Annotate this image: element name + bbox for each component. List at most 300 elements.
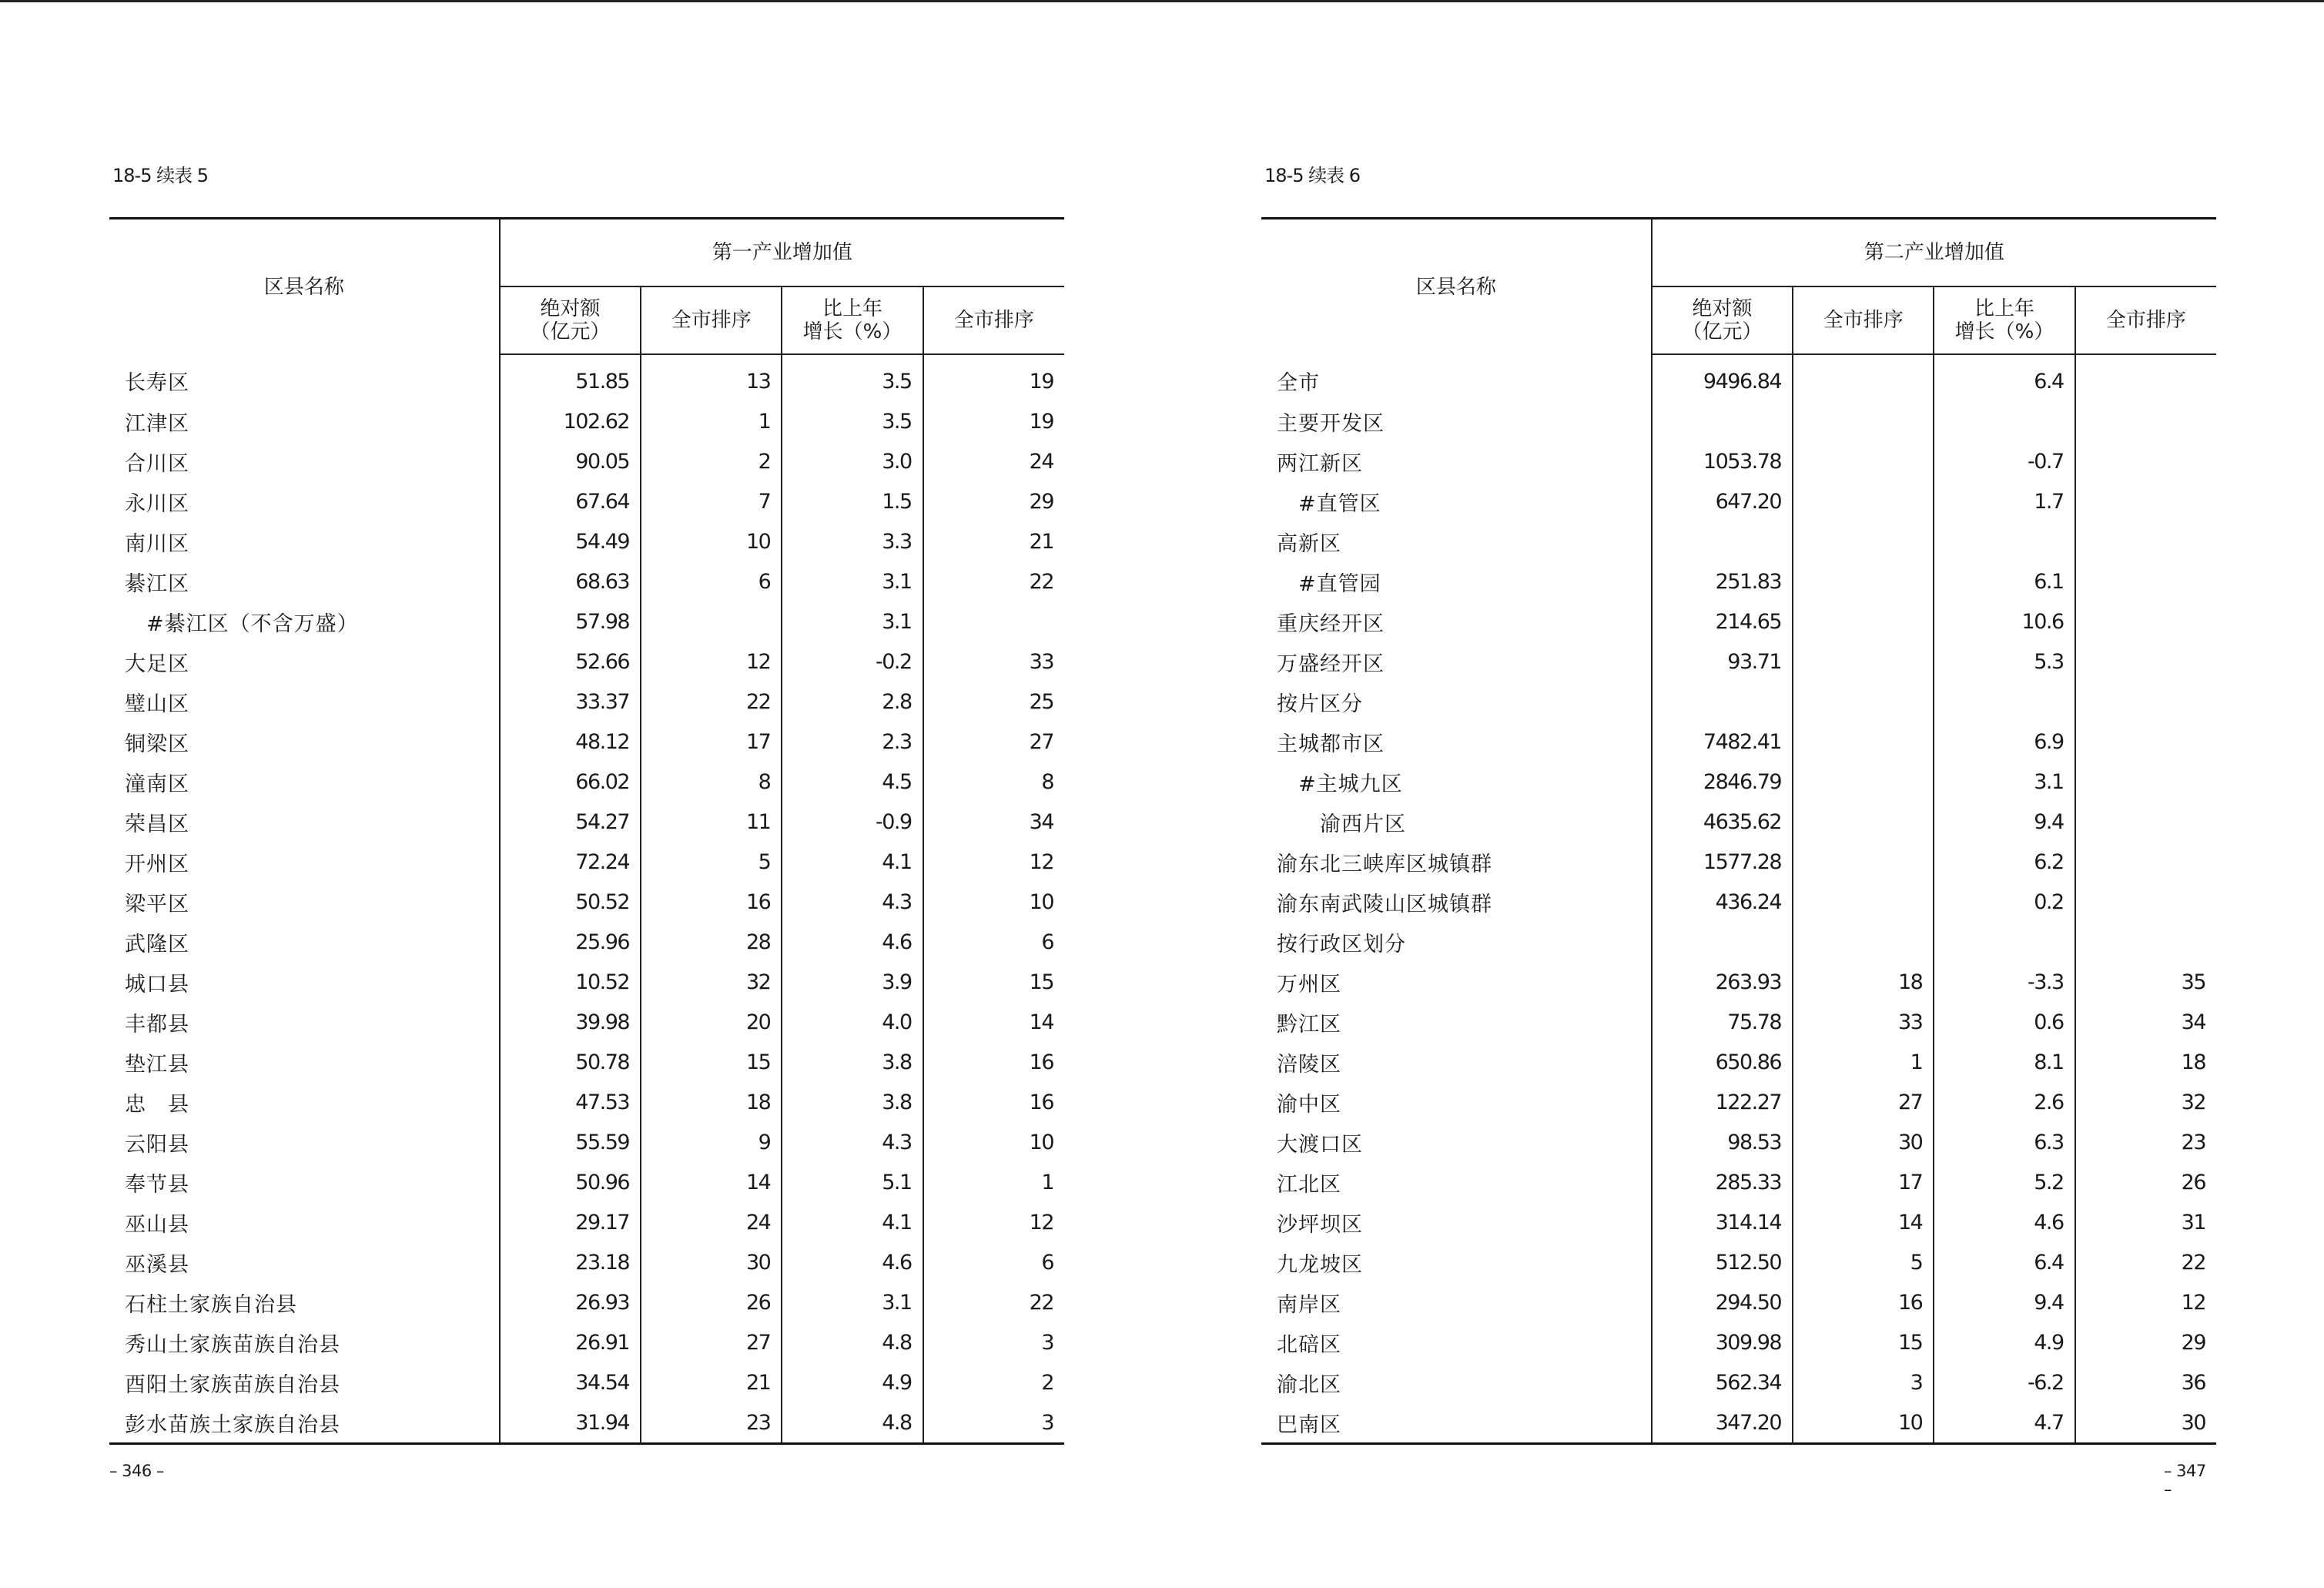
growth-header: 比上年 增长（%）: [1934, 286, 2075, 354]
value-cell: 29.17: [500, 1202, 641, 1242]
rank-cell: [1793, 642, 1934, 682]
rank-cell: [1793, 842, 1934, 882]
value-cell: [1652, 922, 1793, 962]
value-cell: 93.71: [1652, 642, 1793, 682]
growth-rank-cell: 3: [923, 1402, 1064, 1444]
rank-cell: 28: [641, 922, 782, 962]
growth-cell: 3.1: [782, 601, 923, 642]
growth-cell: 6.1: [1934, 561, 2075, 601]
growth-cell: 3.0: [782, 441, 923, 481]
district-name-cell: 城口县: [125, 972, 189, 997]
rank-cell: [1793, 481, 1934, 521]
district-name-cell: 全市: [1277, 371, 1320, 395]
growth-cell: 0.2: [1934, 882, 2075, 922]
value-cell: 98.53: [1652, 1122, 1793, 1162]
value-cell: 48.12: [500, 722, 641, 762]
growth-cell: 3.5: [782, 401, 923, 441]
table-row: [109, 521, 1064, 561]
district-name-cell: 江北区: [1277, 1172, 1341, 1197]
growth-rank-cell: 10: [923, 1122, 1064, 1162]
rank-cell: [1793, 762, 1934, 802]
rank-cell: 30: [1793, 1122, 1934, 1162]
rank-cell: 8: [641, 762, 782, 802]
district-name-cell: 梁平区: [125, 892, 189, 916]
growth-rank-cell: 16: [923, 1042, 1064, 1082]
rank-cell: 22: [641, 682, 782, 722]
growth-rank-cell: 24: [923, 441, 1064, 481]
value-cell: 7482.41: [1652, 722, 1793, 762]
growth-cell: -3.3: [1934, 962, 2075, 1002]
absolute-value-header: 绝对额 （亿元）: [500, 286, 641, 354]
table-row: [1261, 441, 2216, 481]
growth-cell: [1934, 682, 2075, 722]
rank-cell: 5: [641, 842, 782, 882]
value-cell: 39.98: [500, 1002, 641, 1042]
growth-rank-cell: 22: [2075, 1242, 2216, 1282]
growth-cell: 6.3: [1934, 1122, 2075, 1162]
growth-cell: 2.3: [782, 722, 923, 762]
growth-rank-cell: 18: [2075, 1042, 2216, 1082]
growth-cell: 5.1: [782, 1162, 923, 1202]
growth-cell: 4.6: [1934, 1202, 2075, 1242]
value-cell: 314.14: [1652, 1202, 1793, 1242]
district-name-header: 区县名称: [1261, 219, 1652, 355]
value-cell: 23.18: [500, 1242, 641, 1282]
district-name-cell: 渝中区: [1277, 1092, 1341, 1117]
value-cell: 294.50: [1652, 1282, 1793, 1322]
growth-cell: [1934, 401, 2075, 441]
growth-rank-cell: [2075, 481, 2216, 521]
primary-industry-table: [109, 217, 1064, 1445]
value-cell: 26.91: [500, 1322, 641, 1362]
growth-rank-cell: 34: [2075, 1002, 2216, 1042]
table-row: [109, 441, 1064, 481]
table-row: [109, 1042, 1064, 1082]
growth-rank-cell: 16: [923, 1082, 1064, 1122]
growth-rank-cell: 12: [2075, 1282, 2216, 1322]
rank-cell: 5: [1793, 1242, 1934, 1282]
growth-cell: 5.2: [1934, 1162, 2075, 1202]
table-row: [1261, 561, 2216, 601]
growth-cell: 4.5: [782, 762, 923, 802]
rank-cell: [1793, 401, 1934, 441]
rank-cell: 6: [641, 561, 782, 601]
table-row: [109, 762, 1064, 802]
district-name-cell: 綦江区: [125, 571, 189, 596]
district-name-cell: 大足区: [125, 652, 189, 676]
table-row: [1261, 1242, 2216, 1282]
table-row: [1261, 1282, 2216, 1322]
district-name-cell: 渝西片区: [1277, 812, 1406, 836]
growth-rank-cell: 36: [2075, 1362, 2216, 1402]
value-cell: 650.86: [1652, 1042, 1793, 1082]
value-cell: 285.33: [1652, 1162, 1793, 1202]
rank-cell: 24: [641, 1202, 782, 1242]
growth-cell: 3.1: [782, 561, 923, 601]
rank-cell: 15: [641, 1042, 782, 1082]
growth-cell: 0.6: [1934, 1002, 2075, 1042]
table-row: [109, 1162, 1064, 1202]
growth-cell: 8.1: [1934, 1042, 2075, 1082]
growth-rank-cell: [2075, 842, 2216, 882]
district-name-cell: 石柱土家族自治县: [125, 1292, 297, 1317]
district-name-cell: 彭水苗族土家族自治县: [109, 1402, 500, 1444]
table-row: [1261, 1402, 2216, 1444]
table-row: [1261, 962, 2216, 1002]
growth-cell: 1.7: [1934, 481, 2075, 521]
rank-cell: [1793, 922, 1934, 962]
table-row: [109, 1242, 1064, 1282]
district-name-cell: 潼南区: [125, 772, 189, 796]
value-cell: 72.24: [500, 842, 641, 882]
value-cell: 54.27: [500, 802, 641, 842]
rank-cell: 14: [1793, 1202, 1934, 1242]
growth-rank-cell: [2075, 882, 2216, 922]
rank-cell: 7: [641, 481, 782, 521]
value-cell: 512.50: [1652, 1242, 1793, 1282]
district-name-cell: 重庆经开区: [1277, 611, 1385, 636]
growth-rank-cell: 31: [2075, 1202, 2216, 1242]
district-name-cell: 巴南区: [1261, 1402, 1652, 1444]
district-name-cell: 北碚区: [1277, 1332, 1341, 1357]
growth-cell: 4.8: [782, 1322, 923, 1362]
table-body: [1261, 354, 2216, 1444]
growth-cell: 2.6: [1934, 1082, 2075, 1122]
growth-cell: 4.7: [1934, 1402, 2075, 1444]
district-name-cell: 按行政区划分: [1277, 932, 1406, 956]
table-row: [109, 1202, 1064, 1242]
growth-cell: 4.3: [782, 1122, 923, 1162]
growth-cell: 1.5: [782, 481, 923, 521]
growth-rank-cell: 6: [923, 922, 1064, 962]
district-name-cell: 丰都县: [125, 1012, 189, 1037]
rank-cell: 30: [641, 1242, 782, 1282]
growth-cell: 3.1: [1934, 762, 2075, 802]
value-cell: 25.96: [500, 922, 641, 962]
growth-cell: 3.5: [782, 354, 923, 401]
growth-rank-cell: 26: [2075, 1162, 2216, 1202]
district-name-cell: #直管区: [1277, 491, 1381, 516]
rank-cell: [1793, 521, 1934, 561]
table-row: [1261, 1002, 2216, 1042]
table-row: [1261, 882, 2216, 922]
growth-cell: 6.4: [1934, 1242, 2075, 1282]
table-row: [1261, 722, 2216, 762]
value-cell: 52.66: [500, 642, 641, 682]
growth-rank-cell: 34: [923, 802, 1064, 842]
value-cell: 55.59: [500, 1122, 641, 1162]
district-name-cell: 巫山县: [125, 1212, 189, 1237]
district-name-cell: 荣昌区: [125, 812, 189, 836]
table-row: [109, 1362, 1064, 1402]
city-rank-header: 全市排序: [1793, 286, 1934, 354]
growth-cell: 3.1: [782, 1282, 923, 1322]
table-row: [109, 842, 1064, 882]
growth-rank-cell: [2075, 354, 2216, 401]
table-row: [109, 922, 1064, 962]
table-caption: 18-5 续表 6: [1264, 165, 1360, 186]
growth-cell: 4.8: [782, 1402, 923, 1444]
district-name-cell: 云阳县: [125, 1132, 189, 1157]
page-number: – 346 –: [109, 1462, 164, 1480]
value-cell: 1053.78: [1652, 441, 1793, 481]
growth-rank-cell: 29: [923, 481, 1064, 521]
rank-cell: 12: [641, 642, 782, 682]
growth-cell: 4.0: [782, 1002, 923, 1042]
group-header: 第一产业增加值: [500, 219, 1064, 287]
growth-cell: 4.6: [782, 922, 923, 962]
right-page: [1261, 0, 2216, 1588]
growth-rank-cell: 1: [923, 1162, 1064, 1202]
district-name-cell: 主要开发区: [1277, 411, 1385, 436]
growth-rank-cell: [2075, 722, 2216, 762]
value-cell: 1577.28: [1652, 842, 1793, 882]
secondary-industry-table: [1261, 217, 2216, 1445]
rank-cell: 1: [641, 401, 782, 441]
growth-rank-cell: [2075, 682, 2216, 722]
value-cell: 50.96: [500, 1162, 641, 1202]
growth-rank-cell: [2075, 401, 2216, 441]
value-cell: 309.98: [1652, 1322, 1793, 1362]
growth-cell: -0.7: [1934, 441, 2075, 481]
growth-rank-cell: [2075, 642, 2216, 682]
growth-rank-cell: [2075, 762, 2216, 802]
district-name-cell: 万州区: [1277, 972, 1341, 997]
table-body: [109, 354, 1064, 1444]
value-cell: 263.93: [1652, 962, 1793, 1002]
growth-rank-header: 全市排序: [2075, 286, 2216, 354]
district-name-cell: 按片区分: [1277, 692, 1363, 716]
district-name-cell: 永川区: [125, 491, 189, 516]
table-row: [1261, 682, 2216, 722]
value-cell: 34.54: [500, 1362, 641, 1402]
growth-rank-cell: 19: [923, 354, 1064, 401]
growth-cell: -0.9: [782, 802, 923, 842]
growth-rank-cell: 35: [2075, 962, 2216, 1002]
growth-rank-cell: [2075, 601, 2216, 642]
growth-cell: 6.9: [1934, 722, 2075, 762]
value-cell: 9496.84: [1652, 354, 1793, 401]
district-name-cell: 酉阳土家族苗族自治县: [125, 1372, 340, 1397]
value-cell: 57.98: [500, 601, 641, 642]
growth-rank-cell: 29: [2075, 1322, 2216, 1362]
table-row: [109, 722, 1064, 762]
table-row: [109, 1002, 1064, 1042]
growth-cell: [1934, 922, 2075, 962]
rank-cell: 27: [641, 1322, 782, 1362]
district-name-cell: 合川区: [125, 451, 189, 476]
growth-rank-cell: 12: [923, 842, 1064, 882]
district-name-cell: 渝北区: [1277, 1372, 1341, 1397]
district-name-cell: 铜梁区: [125, 732, 189, 756]
district-name-cell: #主城九区: [1277, 772, 1403, 796]
growth-rank-cell: 19: [923, 401, 1064, 441]
growth-rank-cell: 32: [2075, 1082, 2216, 1122]
growth-cell: 3.8: [782, 1082, 923, 1122]
district-name-cell: 渝东北三峡库区城镇群: [1277, 852, 1492, 876]
district-name-cell: 九龙坡区: [1277, 1252, 1363, 1277]
table-row: [109, 354, 1064, 401]
district-name-cell: 南川区: [125, 531, 189, 556]
growth-rank-cell: 3: [923, 1322, 1064, 1362]
value-cell: 26.93: [500, 1282, 641, 1322]
table-row: [109, 882, 1064, 922]
value-cell: 31.94: [500, 1402, 641, 1444]
value-cell: 436.24: [1652, 882, 1793, 922]
value-cell: 50.52: [500, 882, 641, 922]
growth-rank-cell: 27: [923, 722, 1064, 762]
district-name-cell: 大渡口区: [1277, 1132, 1363, 1157]
growth-cell: [1934, 521, 2075, 561]
table-row: [1261, 1162, 2216, 1202]
growth-cell: -6.2: [1934, 1362, 2075, 1402]
district-name-cell: 奉节县: [125, 1172, 189, 1197]
table-row: [1261, 601, 2216, 642]
rank-cell: 1: [1793, 1042, 1934, 1082]
rank-cell: 18: [1793, 962, 1934, 1002]
value-cell: 562.34: [1652, 1362, 1793, 1402]
district-name-cell: 涪陵区: [1277, 1052, 1341, 1077]
growth-rank-cell: 30: [2075, 1402, 2216, 1444]
rank-cell: [641, 601, 782, 642]
growth-rank-cell: 12: [923, 1202, 1064, 1242]
value-cell: 50.78: [500, 1042, 641, 1082]
district-name-cell: #綦江区（不含万盛）: [125, 611, 359, 636]
growth-cell: 3.3: [782, 521, 923, 561]
value-cell: 214.65: [1652, 601, 1793, 642]
growth-rank-cell: 6: [923, 1242, 1064, 1282]
table-row: [109, 1282, 1064, 1322]
district-name-cell: 垫江县: [125, 1052, 189, 1077]
table-row: [109, 682, 1064, 722]
rank-cell: 13: [641, 354, 782, 401]
rank-cell: 18: [641, 1082, 782, 1122]
rank-cell: 16: [641, 882, 782, 922]
growth-rank-cell: 8: [923, 762, 1064, 802]
growth-cell: 9.4: [1934, 1282, 2075, 1322]
growth-rank-cell: 33: [923, 642, 1064, 682]
growth-rank-cell: 25: [923, 682, 1064, 722]
growth-rank-cell: [2075, 521, 2216, 561]
growth-cell: 4.9: [782, 1362, 923, 1402]
rank-cell: [1793, 354, 1934, 401]
growth-rank-cell: [923, 601, 1064, 642]
district-name-cell: 璧山区: [125, 692, 189, 716]
growth-rank-cell: [2075, 561, 2216, 601]
table-row: [1261, 1362, 2216, 1402]
value-cell: 75.78: [1652, 1002, 1793, 1042]
rank-cell: 10: [641, 521, 782, 561]
value-cell: 54.49: [500, 521, 641, 561]
rank-cell: 33: [1793, 1002, 1934, 1042]
growth-cell: -0.2: [782, 642, 923, 682]
growth-rank-cell: 23: [2075, 1122, 2216, 1162]
district-name-cell: 忠 县: [125, 1092, 189, 1117]
growth-rank-cell: [2075, 441, 2216, 481]
table-row: [1261, 762, 2216, 802]
growth-rank-cell: 10: [923, 882, 1064, 922]
table-row: [1261, 1082, 2216, 1122]
table-row: [109, 601, 1064, 642]
value-cell: 47.53: [500, 1082, 641, 1122]
rank-cell: 20: [641, 1002, 782, 1042]
growth-rank-cell: [2075, 922, 2216, 962]
growth-cell: 3.8: [782, 1042, 923, 1082]
growth-cell: 4.1: [782, 842, 923, 882]
table-row: [1261, 401, 2216, 441]
value-cell: 10.52: [500, 962, 641, 1002]
growth-cell: 6.2: [1934, 842, 2075, 882]
growth-cell: 2.8: [782, 682, 923, 722]
district-name-cell: 沙坪坝区: [1277, 1212, 1363, 1237]
district-name-cell: 长寿区: [125, 371, 189, 395]
growth-cell: 4.9: [1934, 1322, 2075, 1362]
value-cell: 68.63: [500, 561, 641, 601]
growth-cell: 4.1: [782, 1202, 923, 1242]
rank-cell: 26: [641, 1282, 782, 1322]
value-cell: 67.64: [500, 481, 641, 521]
rank-cell: [1793, 561, 1934, 601]
table-row: [109, 401, 1064, 441]
district-name-cell: 高新区: [1277, 531, 1341, 556]
table-row: [1261, 802, 2216, 842]
table-row: [1261, 842, 2216, 882]
value-cell: 51.85: [500, 354, 641, 401]
table-row: [109, 1122, 1064, 1162]
rank-cell: 11: [641, 802, 782, 842]
rank-cell: [1793, 722, 1934, 762]
rank-cell: 2: [641, 441, 782, 481]
district-name-cell: 武隆区: [125, 932, 189, 956]
rank-cell: 21: [641, 1362, 782, 1402]
district-name-cell: 渝东南武陵山区城镇群: [1277, 892, 1492, 916]
rank-cell: 17: [641, 722, 782, 762]
growth-header: 比上年 增长（%）: [782, 286, 923, 354]
table-row: [1261, 1042, 2216, 1082]
table-row: [109, 1322, 1064, 1362]
growth-cell: 9.4: [1934, 802, 2075, 842]
growth-rank-cell: 15: [923, 962, 1064, 1002]
district-name-cell: 南岸区: [1277, 1292, 1341, 1317]
table-row: [1261, 922, 2216, 962]
district-name-cell: 万盛经开区: [1277, 652, 1385, 676]
rank-cell: [1793, 441, 1934, 481]
value-cell: [1652, 401, 1793, 441]
growth-rank-cell: 14: [923, 1002, 1064, 1042]
growth-cell: 4.3: [782, 882, 923, 922]
rank-cell: 23: [641, 1402, 782, 1444]
growth-rank-cell: 22: [923, 1282, 1064, 1322]
value-cell: 66.02: [500, 762, 641, 802]
district-name-header: 区县名称: [109, 219, 500, 355]
value-cell: 4635.62: [1652, 802, 1793, 842]
table-row: [1261, 481, 2216, 521]
table-row: [109, 802, 1064, 842]
table-row: [1261, 1322, 2216, 1362]
rank-cell: 3: [1793, 1362, 1934, 1402]
rank-cell: 27: [1793, 1082, 1934, 1122]
rank-cell: 15: [1793, 1322, 1934, 1362]
growth-rank-cell: [2075, 802, 2216, 842]
district-name-cell: 秀山土家族苗族自治县: [125, 1332, 340, 1357]
growth-rank-header: 全市排序: [923, 286, 1064, 354]
district-name-cell: 巫溪县: [125, 1252, 189, 1277]
growth-cell: 4.6: [782, 1242, 923, 1282]
district-name-cell: 两江新区: [1277, 451, 1363, 476]
rank-cell: 16: [1793, 1282, 1934, 1322]
rank-cell: [1793, 882, 1934, 922]
district-name-cell: 主城都市区: [1277, 732, 1385, 756]
